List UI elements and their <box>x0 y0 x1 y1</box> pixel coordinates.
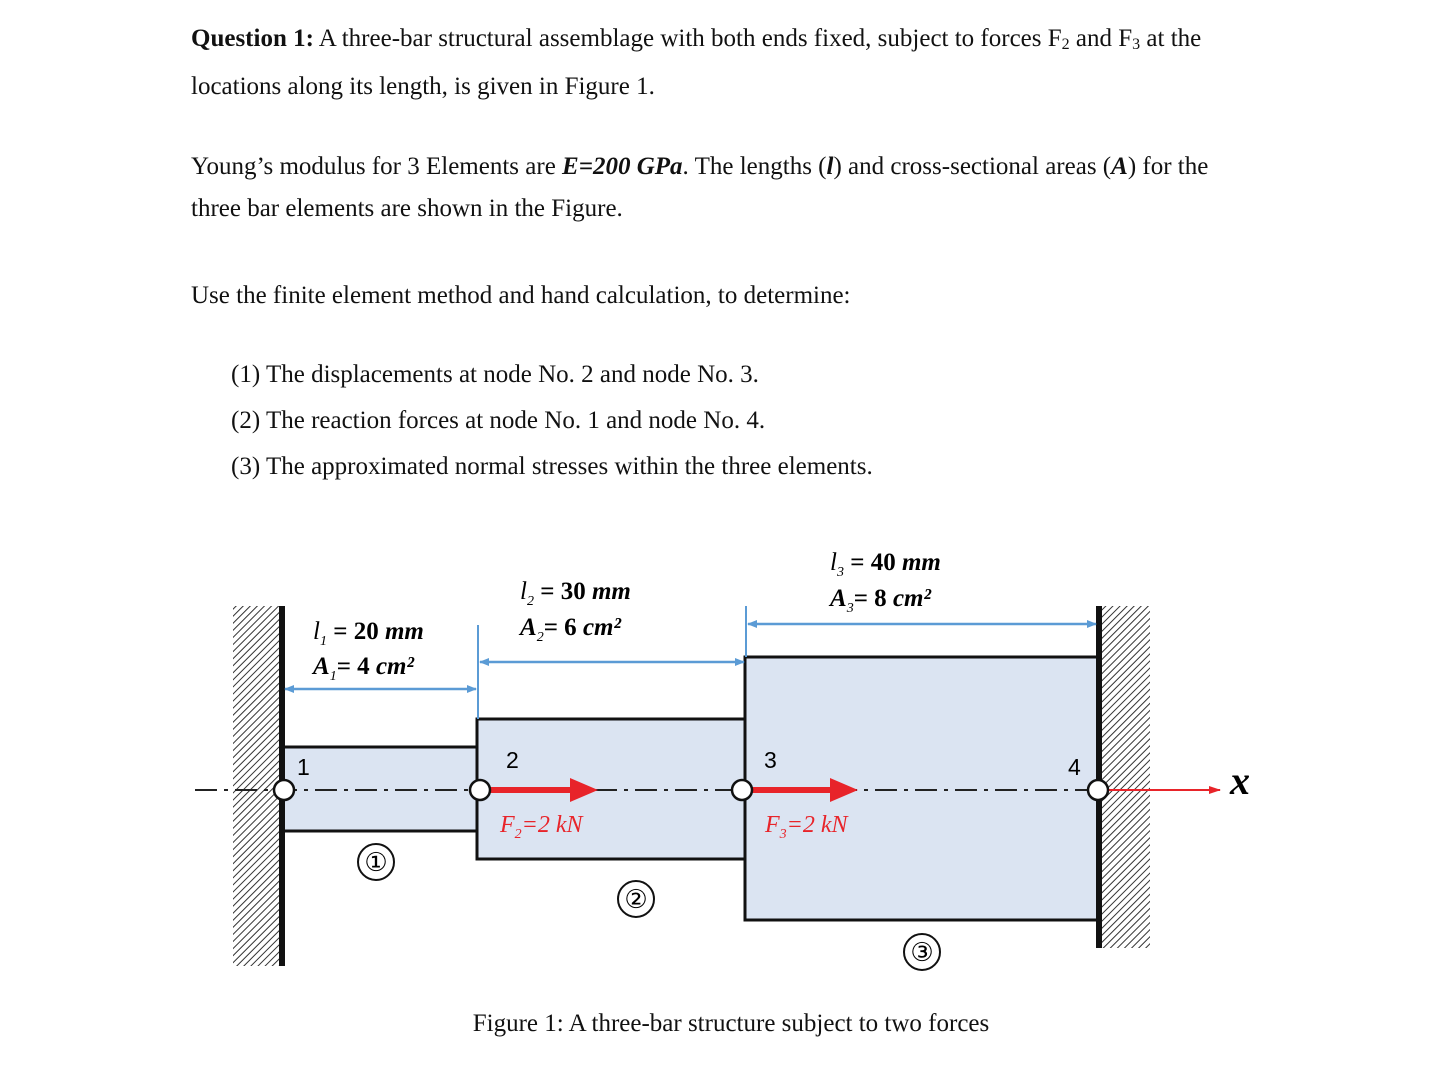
question-paragraph <box>191 18 1261 108</box>
x-axis-label: x <box>1230 758 1250 803</box>
node-label-4: 4 <box>1068 754 1081 780</box>
task-item: (1) The displacements at node No. 2 and node No. 3. <box>231 361 759 388</box>
area-symbol: A <box>1111 153 1128 180</box>
area-label-2: A2= 6 cm² <box>520 614 621 645</box>
length-label-3: l3 = 40 mm <box>830 549 941 580</box>
element-marker-2 <box>618 881 654 917</box>
material-text: ) for the three bar elements are shown in the Figure. <box>191 153 1209 222</box>
area-label-3: A3= 8 cm² <box>830 585 931 616</box>
task-item: (3) The approximated normal stresses within the three elements. <box>231 453 873 480</box>
element-marker-3 <box>904 934 940 970</box>
svg-text:①: ① <box>364 847 388 877</box>
node-1 <box>274 780 294 800</box>
force-subscript-2: 2 <box>1061 36 1070 53</box>
force-label-f2: $F_2=2$ kN <box>500 812 583 842</box>
force-subscript-3: 3 <box>1132 36 1141 53</box>
material-text: . The lengths ( <box>682 153 827 180</box>
svg-text:②: ② <box>624 884 648 914</box>
instruction-text: Use the finite element method and hand calculation, to determine: <box>191 282 851 309</box>
length-label-2: l2 = 30 mm <box>520 578 631 609</box>
node-label-3: 3 <box>764 747 777 773</box>
node-3 <box>732 780 752 800</box>
material-text: Young’s modulus for 3 Elements are <box>191 153 563 180</box>
area-label-1: A1= 4 cm² <box>313 653 414 684</box>
node-label-2: 2 <box>506 747 519 773</box>
force-label-f3: $F_3=2$ kN <box>765 812 848 842</box>
question-text: at the locations along its length, is given in Figure 1. <box>191 25 1202 100</box>
node-4 <box>1088 780 1108 800</box>
task-list <box>231 352 873 490</box>
right-wall-hatch <box>1099 606 1150 948</box>
modulus-value: E=200 GPa <box>562 153 683 180</box>
task-item: (2) The reaction forces at node No. 1 and node No. 4. <box>231 407 766 434</box>
material-text: ) and cross-sectional areas ( <box>833 153 1112 180</box>
svg-text:③: ③ <box>910 937 934 967</box>
question-label: Question 1: <box>191 25 314 52</box>
material-paragraph <box>191 146 1261 230</box>
question-text: and F <box>1069 25 1133 52</box>
question-text: A three-bar structural assemblage with both ends fixed, subject to forces F <box>313 25 1062 52</box>
element-marker-1 <box>358 844 394 880</box>
figure-caption: Figure 1: A three-bar structure subject to two forces <box>472 1010 990 1037</box>
node-label-1: 1 <box>297 754 310 780</box>
length-label-1: l1 = 20 mm <box>313 618 424 649</box>
node-2 <box>470 780 490 800</box>
structure-figure <box>0 540 1442 1000</box>
length-symbol: l <box>826 153 834 180</box>
